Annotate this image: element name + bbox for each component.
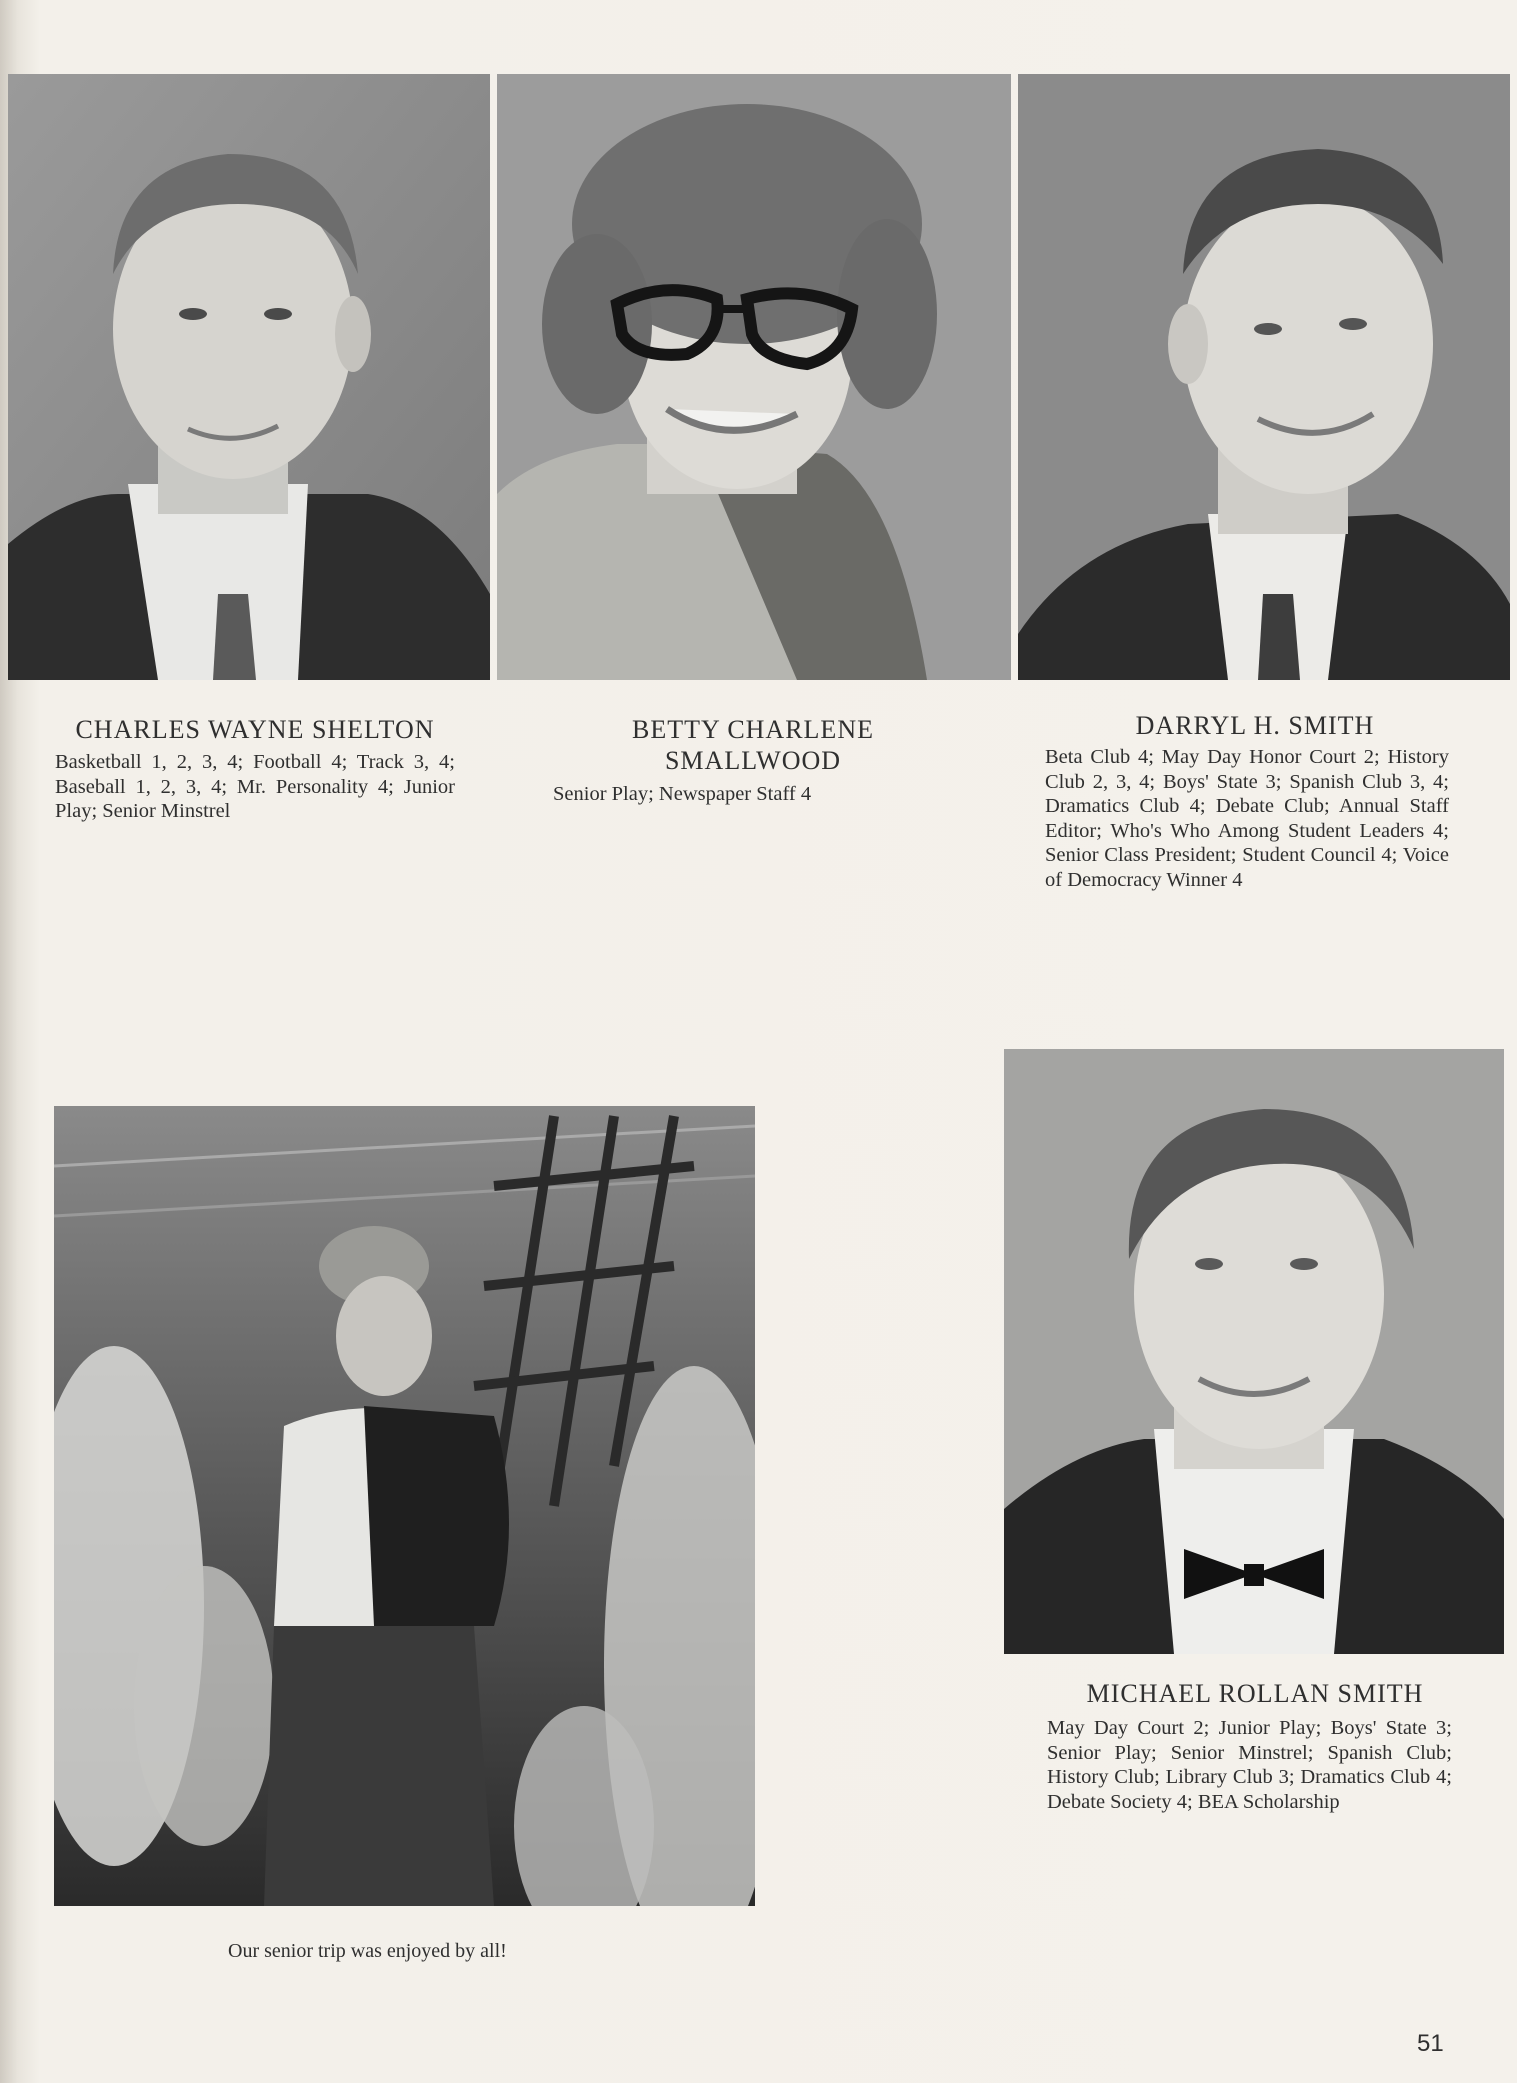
portrait-photo-charles-shelton [8,74,490,680]
page-number: 51 [1417,2030,1444,2057]
candid-photo-caption: Our senior trip was enjoyed by all! [228,1940,507,1962]
student-activities-darryl-smith: Beta Club 4; May Day Honor Court 2; History Club 2, 3, 4; Boys' State 3; Spanish Club 3, 4; Dramatics Club 4; Debate Club; Annual Staff Editor; Who's Who Among Student Leaders 4; Senior Class President; Student Council 4; Voice of Democracy Winner 4 [1045,746,1449,891]
portrait-photo-darryl-smith [1018,74,1510,680]
student-name-betty-smallwood-line2: SMALLWOOD [664,746,842,775]
student-name-betty-smallwood-line1: BETTY CHARLENE [632,715,874,744]
portrait-photo-michael-smith [1004,1049,1504,1654]
student-activities-charles-shelton: Basketball 1, 2, 3, 4; Football 4; Track 3, 4; Baseball 1, 2, 3, 4; Mr. Personality 4; Junior Play; Senior Minstrel [55,751,455,823]
student-name-darryl-smith: DARRYL H. SMITH [1135,711,1375,740]
student-name-charles-shelton: CHARLES WAYNE SHELTON [75,715,435,744]
student-name-michael-smith: MICHAEL ROLLAN SMITH [1086,1679,1424,1708]
candid-photo-senior-trip [54,1106,755,1906]
portrait-photo-betty-smallwood [497,74,1011,680]
student-activities-michael-smith: May Day Court 2; Junior Play; Boys' State 3; Senior Play; Senior Minstrel; Spanish Club; History Club; Library Club 3; Dramatics Club 4; Debate Society 4; BEA Scholarship [1047,1717,1452,1813]
student-activities-betty-smallwood: Senior Play; Newspaper Staff 4 [553,783,812,805]
